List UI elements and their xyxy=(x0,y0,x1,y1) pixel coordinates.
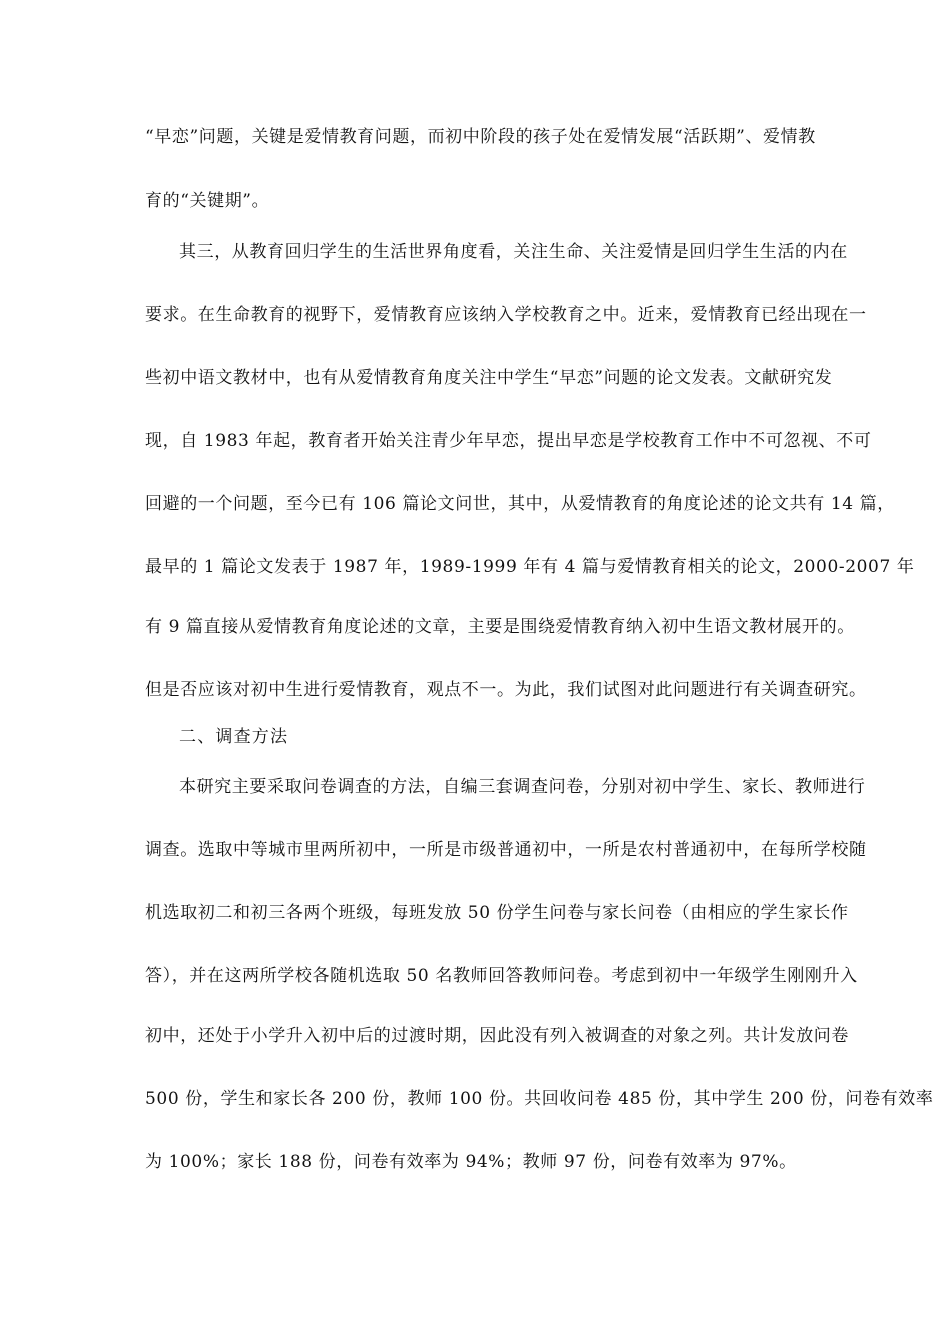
body-text-line: 机选取初二和初三各两个班级，每班发放 50 份学生问卷与家长问卷（由相应的学生家长作 xyxy=(145,903,849,923)
body-text-line: 现，自 1983 年起，教育者开始关注青少年早恋，提出早恋是学校教育工作中不可忽视、不可 xyxy=(145,431,872,451)
body-text-line: 为 100%；家长 188 份，问卷有效率为 94%；教师 97 份，问卷有效率为 97%。 xyxy=(145,1152,797,1172)
paragraph-first-line: 本研究主要采取问卷调查的方法，自编三套调查问卷，分别对初中学生、家长、教师进行 xyxy=(179,777,866,797)
body-text-line: 有 9 篇直接从爱情教育角度论述的文章，主要是围绕爱情教育纳入初中生语文教材展开的。 xyxy=(145,617,855,637)
section-heading: 二、调查方法 xyxy=(179,727,289,747)
body-text-line: 育的“关键期”。 xyxy=(145,191,270,211)
body-text-line: 初中，还处于小学升入初中后的过渡时期，因此没有列入被调查的对象之列。共计发放问卷 xyxy=(145,1026,849,1046)
body-text-line: 些初中语文教材中，也有从爱情教育角度关注中学生“早恋”问题的论文发表。文献研究发 xyxy=(145,368,833,388)
body-text-line: 调查。选取中等城市里两所初中，一所是市级普通初中，一所是农村普通初中，在每所学校随 xyxy=(145,840,867,860)
body-text-line: 答），并在这两所学校各随机选取 50 名教师回答教师问卷。考虑到初中一年级学生刚刚升入 xyxy=(145,966,858,986)
body-text-line: 最早的 1 篇论文发表于 1987 年，1989-1999 年有 4 篇与爱情教育相关的论文，2000-2007 年 xyxy=(145,557,915,577)
body-text-line: “早恋”问题，关键是爱情教育问题，而初中阶段的孩子处在爱情发展“活跃期”、爱情教 xyxy=(145,127,816,147)
body-text-line: 回避的一个问题，至今已有 106 篇论文问世，其中，从爱情教育的角度论述的论文共有 14 篇， xyxy=(145,494,895,514)
body-text-line: 但是否应该对初中生进行爱情教育，观点不一。为此，我们试图对此问题进行有关调查研究。 xyxy=(145,680,867,700)
paragraph-first-line: 其三，从教育回归学生的生活世界角度看，关注生命、关注爱情是回归学生生活的内在 xyxy=(179,242,848,262)
body-text-line: 500 份，学生和家长各 200 份，教师 100 份。共回收问卷 485 份，其中学生 200 份，问卷有效率 xyxy=(145,1089,934,1109)
body-text-line: 要求。在生命教育的视野下，爱情教育应该纳入学校教育之中。近来，爱情教育已经出现在一 xyxy=(145,305,867,325)
